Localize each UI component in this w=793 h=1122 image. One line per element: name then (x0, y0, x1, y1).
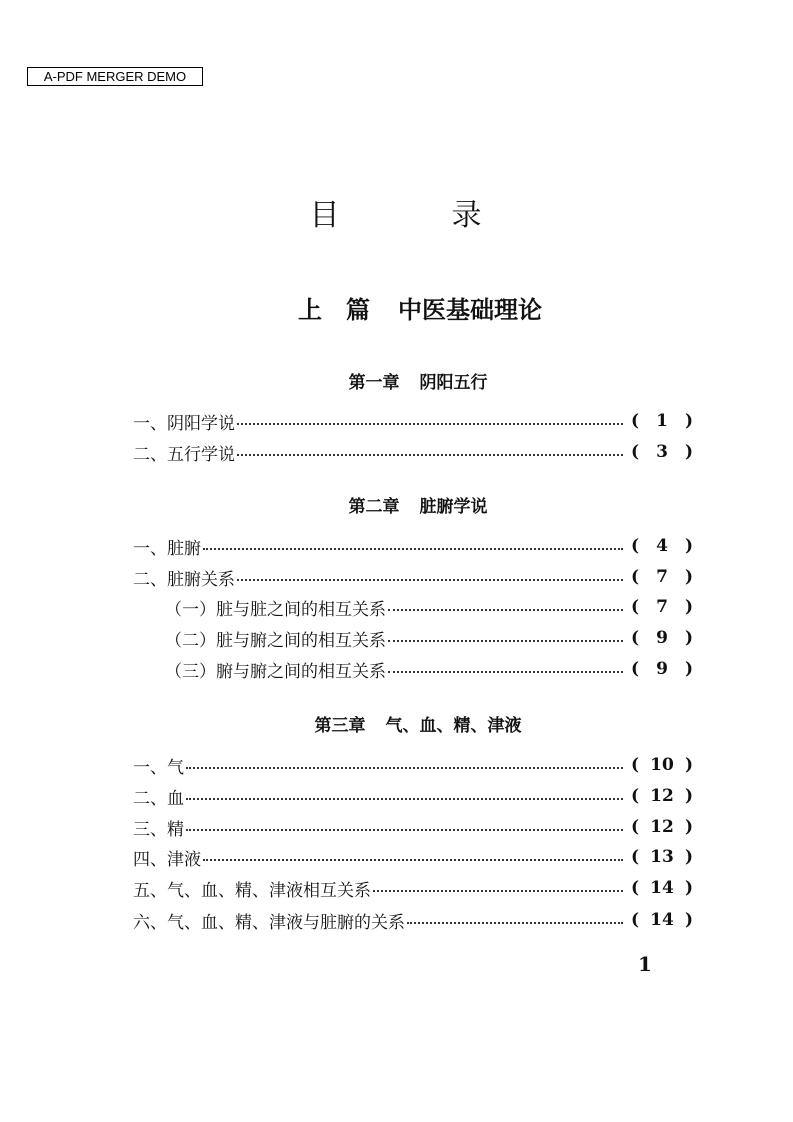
toc-entry[interactable] (133, 409, 693, 433)
paren-close: ) (684, 411, 693, 431)
entry-page (631, 659, 693, 679)
entry-page (631, 567, 693, 587)
dot-leader (186, 767, 623, 769)
paren-close: ) (684, 817, 693, 837)
toc-entry[interactable] (165, 657, 693, 681)
paren-close: ) (684, 878, 693, 898)
page-value: 7 (656, 597, 668, 617)
paren-open: ( (631, 442, 640, 462)
entry-page (631, 786, 693, 806)
chapter-heading (0, 368, 793, 393)
entry-page (631, 411, 693, 431)
entry-page (631, 536, 693, 556)
paren-open: ( (631, 659, 640, 679)
page-value: 12 (650, 817, 674, 837)
dot-leader (388, 609, 623, 611)
toc-entry[interactable] (133, 845, 693, 869)
dot-leader (388, 671, 623, 673)
part-label: 上 篇 (298, 296, 370, 324)
paren-close: ) (684, 847, 693, 867)
toc-entry[interactable] (133, 908, 693, 932)
toc-entry[interactable] (133, 565, 693, 589)
entry-page (631, 878, 693, 898)
entry-label: （三）腑与腑之间的相互关系 (165, 661, 386, 682)
paren-close: ) (684, 567, 693, 587)
paren-close: ) (684, 442, 693, 462)
page-value: 9 (656, 659, 668, 679)
dot-leader (237, 579, 623, 581)
paren-open: ( (631, 910, 640, 930)
paren-open: ( (631, 878, 640, 898)
page-value: 14 (650, 878, 674, 898)
paren-open: ( (631, 786, 640, 806)
entry-label: 五、气、血、精、津液相互关系 (133, 880, 371, 901)
entry-label: 一、脏腑 (133, 538, 201, 559)
toc-entry[interactable] (165, 595, 693, 619)
title-char: 目 (309, 198, 342, 233)
watermark: A-PDF MERGER DEMO (27, 67, 203, 86)
toc-entry[interactable] (133, 815, 693, 839)
entry-label: 二、血 (133, 788, 184, 809)
toc-entry[interactable] (133, 534, 693, 558)
part-name: 中医基础理论 (398, 296, 542, 324)
paren-open: ( (631, 817, 640, 837)
dot-leader (388, 640, 623, 642)
page-value: 13 (650, 847, 674, 867)
page-value: 1 (656, 411, 668, 431)
paren-open: ( (631, 536, 640, 556)
dot-leader (186, 798, 623, 800)
page-value: 9 (656, 628, 668, 648)
toc-entry[interactable] (133, 440, 693, 464)
chapter-name: 阴阳五行 (419, 373, 488, 393)
chapter-name: 脏腑学说 (419, 497, 488, 517)
paren-open: ( (631, 597, 640, 617)
chapter-name: 气、血、精、津液 (385, 716, 522, 736)
entry-label: 二、脏腑关系 (133, 569, 235, 590)
paren-close: ) (684, 910, 693, 930)
toc-entry[interactable] (133, 876, 693, 900)
chapter-number: 第二章 (348, 497, 400, 517)
paren-open: ( (631, 755, 640, 775)
entry-page (631, 910, 693, 930)
paren-close: ) (684, 659, 693, 679)
entry-label: 二、五行学说 (133, 444, 235, 465)
entry-label: 四、津液 (133, 849, 201, 870)
entry-page (631, 597, 693, 617)
title-char: 录 (451, 198, 484, 233)
chapter-heading (0, 711, 793, 736)
chapter-heading (0, 492, 793, 517)
chapter-number: 第一章 (348, 373, 400, 393)
page-value: 3 (656, 442, 668, 462)
entry-label: 六、气、血、精、津液与脏腑的关系 (133, 912, 405, 933)
dot-leader (407, 922, 623, 924)
paren-close: ) (684, 755, 693, 775)
page-value: 4 (656, 536, 668, 556)
entry-label: 三、精 (133, 819, 184, 840)
paren-close: ) (684, 597, 693, 617)
entry-page (631, 442, 693, 462)
toc-entry[interactable] (133, 784, 693, 808)
dot-leader (237, 423, 623, 425)
chapter-number: 第三章 (314, 716, 366, 736)
entry-label: 一、气 (133, 757, 184, 778)
page-value: 10 (650, 755, 674, 775)
paren-open: ( (631, 847, 640, 867)
part-heading (0, 290, 793, 325)
entry-page (631, 628, 693, 648)
dot-leader (373, 890, 623, 892)
entry-label: （一）脏与脏之间的相互关系 (165, 599, 386, 620)
dot-leader (203, 859, 623, 861)
page-number: 1 (638, 952, 652, 976)
toc-entry[interactable] (165, 626, 693, 650)
entry-label: 一、阴阳学说 (133, 413, 235, 434)
entry-page (631, 847, 693, 867)
paren-open: ( (631, 411, 640, 431)
page-value: 14 (650, 910, 674, 930)
entry-page (631, 755, 693, 775)
page-value: 12 (650, 786, 674, 806)
page-value: 7 (656, 567, 668, 587)
dot-leader (237, 454, 623, 456)
entry-page (631, 817, 693, 837)
dot-leader (203, 548, 623, 550)
paren-open: ( (631, 628, 640, 648)
page-title (0, 190, 793, 234)
paren-close: ) (684, 628, 693, 648)
dot-leader (186, 829, 623, 831)
entry-label: （二）脏与腑之间的相互关系 (165, 630, 386, 651)
toc-entry[interactable] (133, 753, 693, 777)
paren-close: ) (684, 786, 693, 806)
paren-close: ) (684, 536, 693, 556)
paren-open: ( (631, 567, 640, 587)
